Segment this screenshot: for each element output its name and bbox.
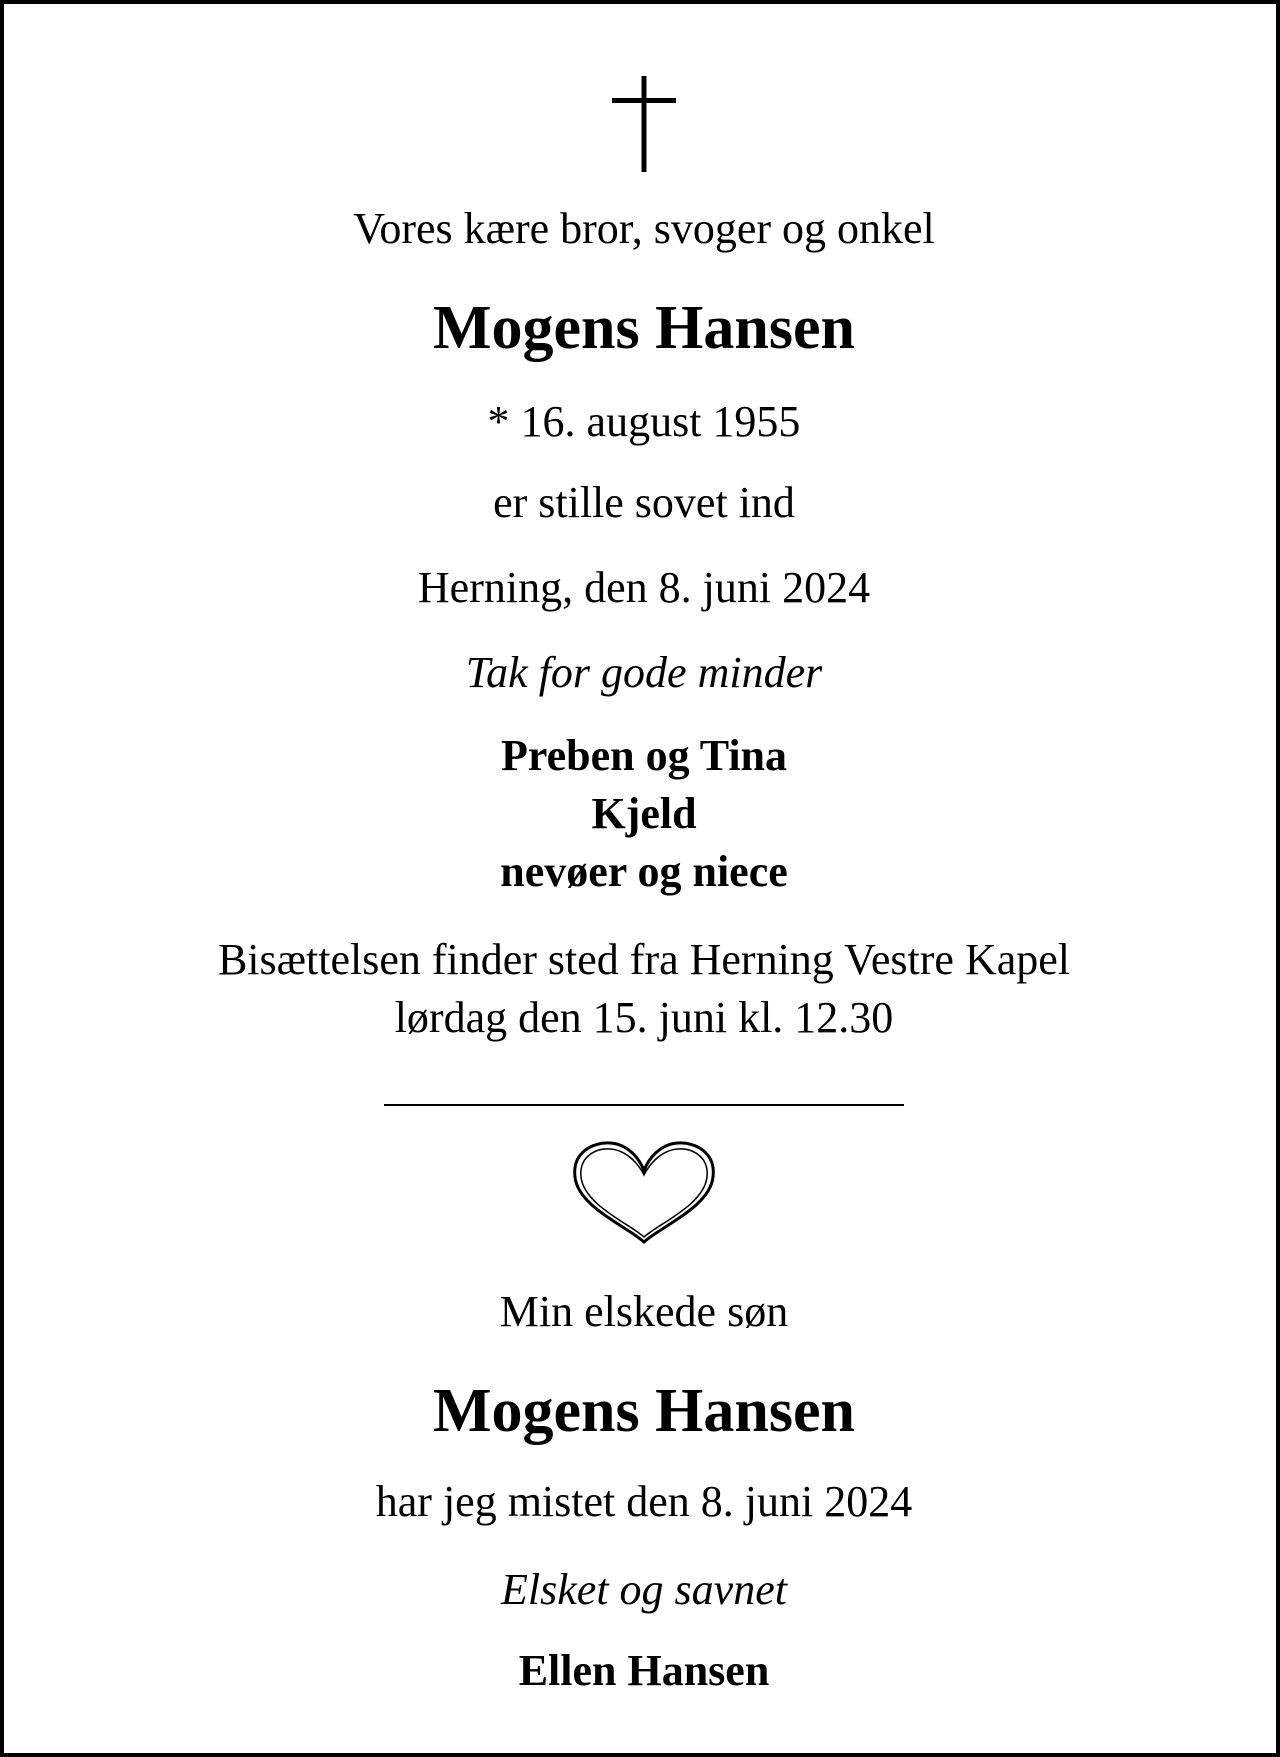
notice2-name: Mogens Hansen — [433, 1377, 855, 1445]
notice1-born: * 16. august 1955 — [487, 397, 801, 446]
notice2-motto: Elsket og savnet — [501, 1565, 787, 1614]
notice2-intro: Min elskede søn — [499, 1287, 789, 1336]
notice1-funeral — [4, 931, 1280, 1047]
cross-icon — [612, 76, 676, 172]
notice1-intro: Vores kære bror, svoger og onkel — [353, 204, 935, 253]
notice1-passed: er stille sovet ind — [493, 478, 795, 527]
signatory-line: Preben og Tina — [500, 731, 788, 780]
funeral-line: lørdag den 15. juni kl. 12.30 — [394, 993, 894, 1042]
notice2-signatory: Ellen Hansen — [518, 1646, 770, 1695]
signatory-line: nevøer og niece — [500, 847, 788, 896]
funeral-line: Bisættelsen finder sted fra Herning Vestre Kapel — [217, 935, 1071, 984]
notice1-motto: Tak for gode minder — [465, 648, 823, 697]
notice2-passed: har jeg mistet den 8. juni 2024 — [375, 1477, 913, 1526]
divider-rule — [384, 1104, 904, 1106]
signatory-line: Kjeld — [591, 789, 697, 838]
notice1-place-date: Herning, den 8. juni 2024 — [417, 563, 871, 612]
heart-icon — [570, 1139, 718, 1247]
notice1-signatories — [4, 727, 1280, 901]
notice1-name: Mogens Hansen — [433, 294, 855, 362]
